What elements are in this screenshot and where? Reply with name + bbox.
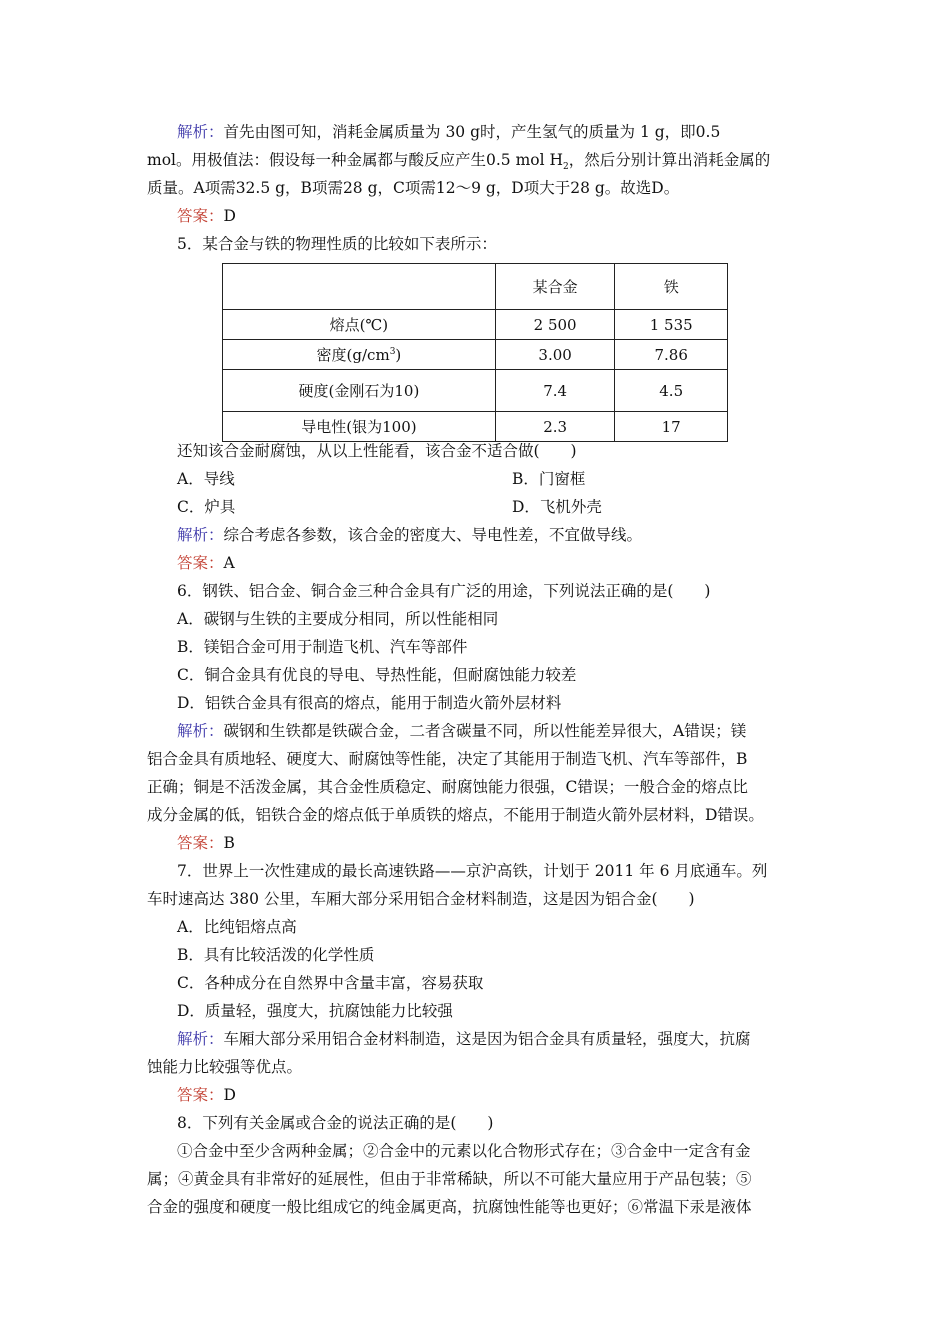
- q6-jiexi-text-1: 碳钢和生铁都是铁碳合金，二者含碳量不同，所以性能差异很大，A错误；镁: [223, 722, 747, 740]
- q8-body-line-3: 合金的强度和硬度一般比组成它的纯金属更高，抗腐蚀性能等也更好；⑥常温下汞是液体: [147, 1198, 752, 1216]
- q4-jiexi-text-2b: ，然后分别计算出消耗金属的: [568, 151, 771, 169]
- q6-stem: 6．钢铁、铝合金、铜合金三种合金具有广泛的用途，下列说法正确的是( ): [177, 582, 711, 600]
- q6-answer-label: 答案：: [177, 834, 224, 852]
- q4-answer: D: [223, 207, 236, 225]
- q6-option-a: A．碳钢与生铁的主要成分相同，所以性能相同: [177, 610, 499, 628]
- h2-subscript: 2: [563, 162, 569, 173]
- density-close: ): [395, 346, 402, 364]
- q6-jiexi-label: 解析：: [177, 722, 224, 740]
- q8-body-line-2: 属；④黄金具有非常好的延展性，但由于非常稀缺，所以不可能大量应用于产品包装；⑤: [147, 1170, 752, 1188]
- table-cell: 2 500: [495, 310, 615, 340]
- q5-answer-label: 答案：: [177, 554, 224, 572]
- q4-jiexi-label: 解析：: [177, 123, 224, 141]
- q7-option-c: C．各种成分在自然界中含量丰富，容易获取: [177, 974, 484, 992]
- table-header-cell: [223, 264, 496, 310]
- q6-jiexi-line-1: [177, 720, 807, 742]
- q4-jiexi-line-3: 质量。A项需32.5 g，B项需28 g，C项需12～9 g，D项大于28 g。故选D。: [147, 179, 680, 197]
- q7-option-b: B．具有比较活泼的化学性质: [177, 946, 375, 964]
- q6-option-b: B．镁铝合金可用于制造飞机、汽车等部件: [177, 638, 468, 656]
- q5-stem: 5．某合金与铁的物理性质的比较如下表所示：: [177, 235, 497, 253]
- table-cell: [223, 340, 496, 370]
- q7-jiexi-line-1: [177, 1028, 807, 1050]
- q5-jiexi-line: [177, 524, 807, 546]
- table-cell: 熔点(℃): [223, 310, 496, 340]
- q4-jiexi-text-2a: mol。用极值法：假设每一种金属都与酸反应产生0.5 mol H: [147, 151, 563, 169]
- q5-option-b: B．门窗框: [512, 470, 586, 488]
- q6-option-d: D．铝铁合金具有很高的熔点，能用于制造火箭外层材料: [177, 694, 562, 712]
- table-header-cell: 某合金: [495, 264, 615, 310]
- table-cell: 1 535: [615, 310, 728, 340]
- table-row: [223, 310, 728, 340]
- q7-option-a: A．比纯铝熔点高: [177, 918, 297, 936]
- q7-jiexi-label: 解析：: [177, 1030, 224, 1048]
- q6-answer: B: [223, 834, 235, 852]
- q5-option-c: C．炉具: [177, 498, 236, 516]
- q4-answer-line: [177, 205, 807, 227]
- table-cell: 17: [615, 412, 728, 442]
- table-header-row: [223, 264, 728, 310]
- table-cell: 7.4: [495, 370, 615, 412]
- q7-answer-line: [177, 1084, 807, 1106]
- table-row: [223, 370, 728, 412]
- table-row: [223, 340, 728, 370]
- density-label: 密度(g/cm: [316, 346, 390, 364]
- q5-option-d: D．飞机外壳: [512, 498, 602, 516]
- density-sup: 3: [389, 347, 396, 357]
- q7-answer: D: [223, 1086, 236, 1104]
- table-cell: 3.00: [495, 340, 615, 370]
- q7-stem-line-2: 车时速高达 380 公里，车厢大部分采用铝合金材料制造，这是因为铝合金( ): [147, 890, 695, 908]
- q8-stem: 8．下列有关金属或合金的说法正确的是( ): [177, 1114, 494, 1132]
- q5-option-a: A．导线: [177, 470, 235, 488]
- q4-jiexi-text-1: 首先由图可知，消耗金属质量为 30 g时，产生氢气的质量为 1 g，即0.5: [223, 123, 721, 141]
- q5-jiexi-text: 综合考虑各参数，该合金的密度大、导电性差，不宜做导线。: [223, 526, 643, 544]
- table-cell: 2.3: [495, 412, 615, 442]
- q6-option-c: C．铜合金具有优良的导电、导热性能，但耐腐蚀能力较差: [177, 666, 577, 684]
- table-header-cell: 铁: [615, 264, 728, 310]
- q4-jiexi-line-2: [147, 149, 807, 178]
- table-row: [223, 412, 728, 442]
- q5-answer-line: [177, 552, 807, 574]
- q7-jiexi-line-2: 蚀能力比较强等优点。: [147, 1058, 303, 1076]
- q8-body-line-1: ①合金中至少含两种金属；②合金中的元素以化合物形式存在；③合金中一定含有金: [177, 1142, 751, 1160]
- q6-jiexi-line-2: 铝合金具有质地轻、硬度大、耐腐蚀等性能，决定了其能用于制造飞机、汽车等部件，B: [147, 750, 748, 768]
- table-cell: 导电性(银为100): [223, 412, 496, 442]
- table-cell: 4.5: [615, 370, 728, 412]
- table-cell: 7.86: [615, 340, 728, 370]
- q7-answer-label: 答案：: [177, 1086, 224, 1104]
- comparison-table: [222, 263, 728, 442]
- table-cell: 硬度(金刚石为10): [223, 370, 496, 412]
- q5-answer: A: [223, 554, 235, 572]
- q4-answer-label: 答案：: [177, 207, 224, 225]
- q7-stem-line-1: 7．世界上一次性建成的最长高速铁路——京沪高铁，计划于 2011 年 6 月底通车。列: [177, 862, 768, 880]
- q6-answer-line: [177, 832, 807, 854]
- q5-followup: 还知该合金耐腐蚀，从以上性能看，该合金不适合做( ): [177, 442, 577, 460]
- q7-jiexi-text-1: 车厢大部分采用铝合金材料制造，这是因为铝合金具有质量轻，强度大，抗腐: [223, 1030, 751, 1048]
- q4-jiexi-line-1: [177, 121, 807, 143]
- q6-jiexi-line-3: 正确；铜是不活泼金属，其合金性质稳定、耐腐蚀能力很强，C错误；一般合金的熔点比: [147, 778, 748, 796]
- q6-jiexi-line-4: 成分金属的低，铝铁合金的熔点低于单质铁的熔点，不能用于制造火箭外层材料，D错误。: [147, 806, 764, 824]
- q5-jiexi-label: 解析：: [177, 526, 224, 544]
- q7-option-d: D．质量轻，强度大，抗腐蚀能力比较强: [177, 1002, 453, 1020]
